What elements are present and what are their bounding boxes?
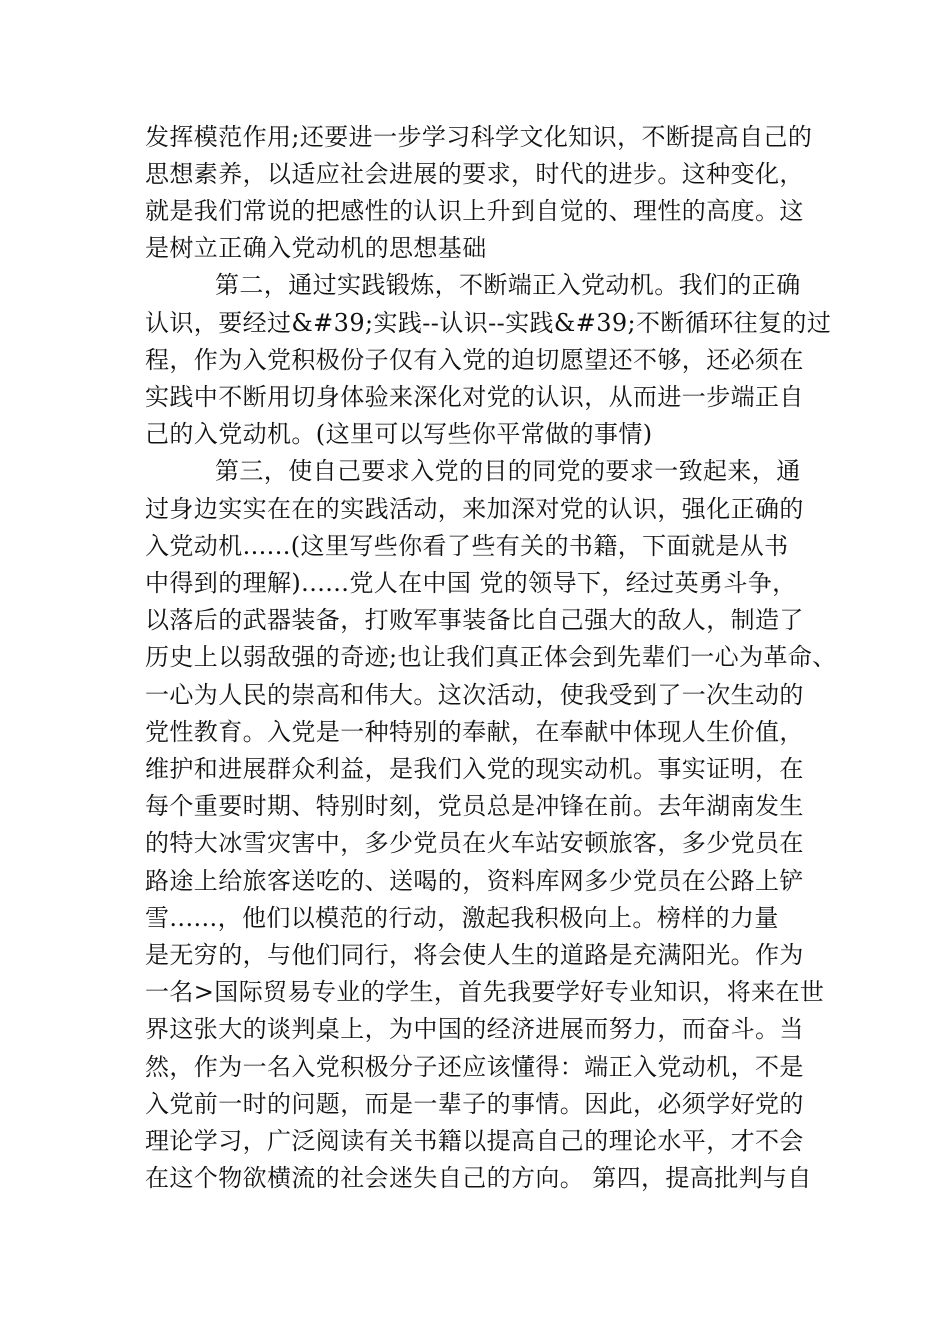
text-line: 党性教育。入党是一种特别的奉献，在奉献中体现人生价值， — [145, 718, 804, 746]
text-line: 一名>国际贸易专业的学生，首先我要学好专业知识，将来在世 — [145, 978, 825, 1006]
text-line: 入党前一时的问题，而是一辈子的事情。因此，必须学好党的 — [145, 1090, 804, 1118]
text-line: 是无穷的，与他们同行，将会使人生的道路是充满阳光。作为 — [145, 941, 804, 969]
text-line: 中得到的理解)......党人在中国 党的领导下，经过英勇斗争， — [145, 569, 797, 597]
text-line: 每个重要时期、特别时刻，党员总是冲锋在前。去年湖南发生 — [145, 792, 804, 820]
text-line: 路途上给旅客送吃的、送喝的，资料库网多少党员在公路上铲 — [145, 867, 804, 895]
text-line: 认识，要经过&#39;实践--认识--实践&#39;不断循环往复的过 — [145, 309, 832, 337]
text-line: 一心为人民的崇高和伟大。这次活动，使我受到了一次生动的 — [145, 681, 804, 709]
text-line: 以落后的武器装备，打败军事装备比自己强大的敌人，制造了 — [145, 606, 804, 634]
text-line: 理论学习，广泛阅读有关书籍以提高自己的理论水平，才不会 — [145, 1127, 804, 1155]
text-line: 的特大冰雪灾害中，多少党员在火车站安顿旅客，多少党员在 — [145, 829, 804, 857]
text-line: 过身边实实在在的实践活动，来加深对党的认识，强化正确的 — [145, 495, 804, 523]
paragraph-start-line: 第二，通过实践锻炼，不断端正入党动机。我们的正确 — [215, 271, 801, 299]
text-line: 界这张大的谈判桌上，为中国的经济进展而努力，而奋斗。当 — [145, 1015, 804, 1043]
text-line: 程，作为入党积极份子仅有入党的迫切愿望还不够，还必须在 — [145, 346, 804, 374]
text-line: 在这个物欲横流的社会迷失自己的方向。 第四，提高批判与自 — [145, 1164, 812, 1192]
text-line: 己的入党动机。(这里可以写些你平常做的事情) — [145, 420, 653, 448]
text-line: 雪......，他们以模范的行动，激起我积极向上。榜样的力量 — [145, 904, 779, 932]
text-line: 历史上以弱敌强的奇迹;也让我们真正体会到先辈们一心为革命、 — [145, 643, 837, 671]
text-line: 思想素养，以适应社会进展的要求，时代的进步。这种变化， — [145, 160, 804, 188]
text-line: 维护和进展群众利益，是我们入党的现实动机。事实证明，在 — [145, 755, 804, 783]
text-line: 然，作为一名入党积极分子还应该懂得：端正入党动机，不是 — [145, 1053, 804, 1081]
text-line: 就是我们常说的把感性的认识上升到自觉的、理性的高度。这 — [145, 197, 804, 225]
text-line: 入党动机......(这里写些你看了些有关的书籍，下面就是从书 — [145, 532, 789, 560]
text-line: 发挥模范作用;还要进一步学习科学文化知识，不断提高自己的 — [145, 123, 813, 151]
text-line: 是树立正确入党动机的思想基础 — [145, 234, 487, 262]
paragraph-start-line: 第三，使自己要求入党的目的同党的要求一致起来，通 — [215, 457, 801, 485]
text-line: 实践中不断用切身体验来深化对党的认识，从而进一步端正自 — [145, 383, 804, 411]
